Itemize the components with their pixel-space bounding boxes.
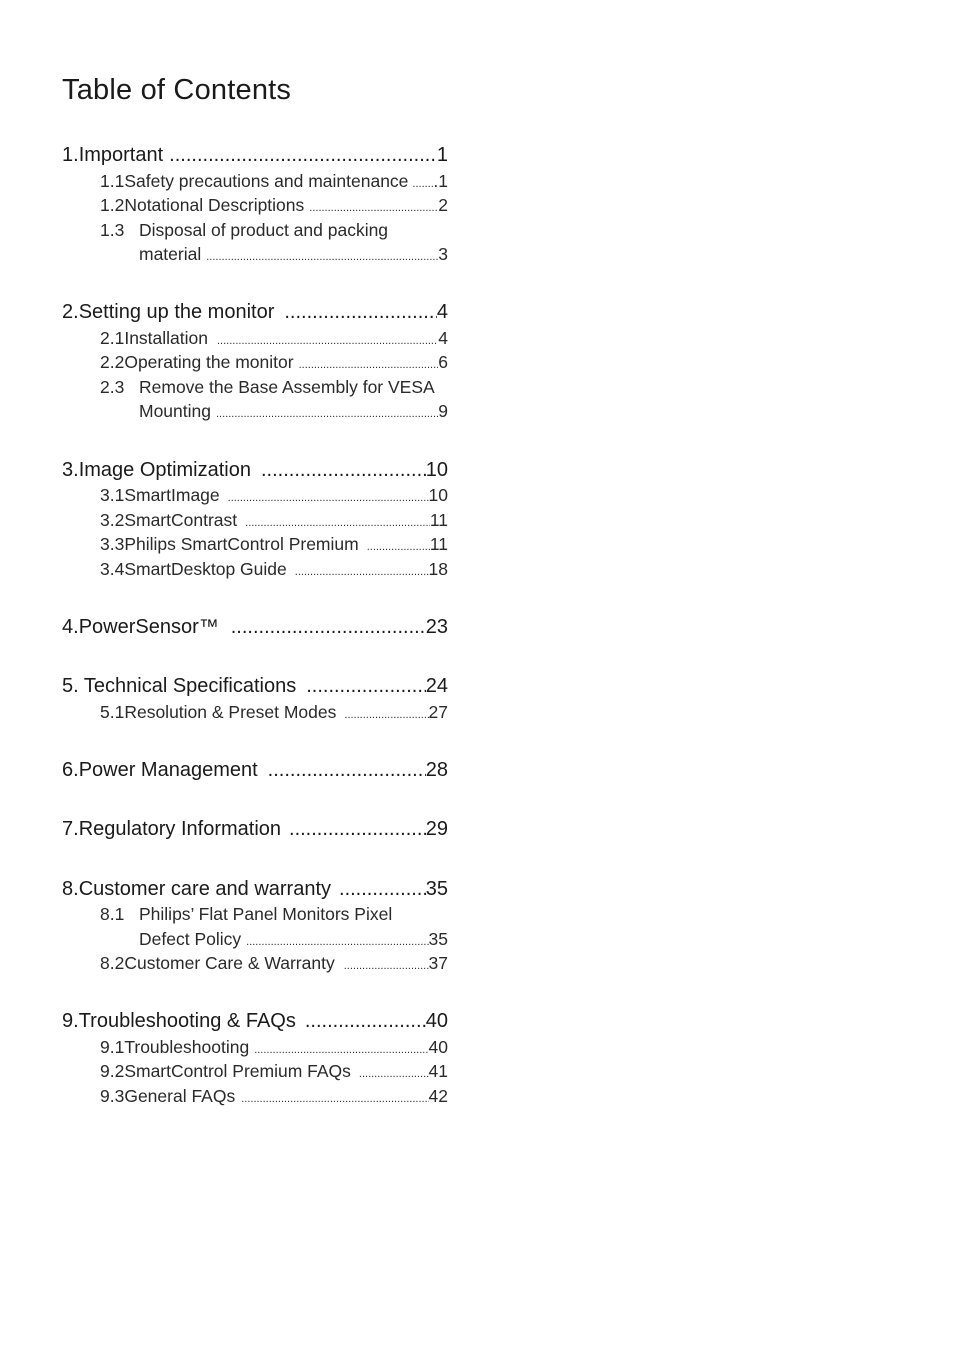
dot-leader xyxy=(219,616,426,639)
toc-subsection-9-3[interactable] xyxy=(62,1086,448,1111)
toc-subsection-2-3[interactable] xyxy=(62,377,448,402)
page-number: 42 xyxy=(428,1086,448,1106)
dot-leader xyxy=(208,335,438,347)
toc-subsection-9-1[interactable] xyxy=(62,1037,448,1062)
page-number: 37 xyxy=(428,953,448,973)
page-number: 40 xyxy=(428,1037,448,1057)
section-number: 9. xyxy=(62,1010,79,1032)
section-title: Customer care and warranty xyxy=(78,878,332,900)
toc-subsection-1-2[interactable] xyxy=(62,195,448,220)
subsection-title: Philips SmartControl Premium xyxy=(124,534,359,554)
page-number: 18 xyxy=(428,559,448,579)
toc-subsection-2-3-cont[interactable] xyxy=(62,401,448,426)
page-number: 11 xyxy=(429,534,448,554)
subsection-title: SmartImage xyxy=(124,485,220,505)
subsection-title-continued: Mounting xyxy=(139,401,211,421)
dot-leader xyxy=(296,675,426,698)
dot-leader xyxy=(220,492,429,504)
subsection-number: 8.1 xyxy=(100,904,125,924)
section-title: PowerSensor™ xyxy=(78,616,219,638)
dot-leader xyxy=(211,408,438,420)
toc-subsection-8-2[interactable] xyxy=(62,953,448,978)
toc-section-9[interactable] xyxy=(62,1010,448,1038)
dot-leader xyxy=(235,1093,428,1105)
toc-subsection-2-1[interactable] xyxy=(62,328,448,353)
toc-subsection-3-4[interactable] xyxy=(62,559,448,584)
toc-section-5[interactable] xyxy=(62,675,448,703)
subsection-number: 3.2 xyxy=(100,510,125,530)
toc-subsection-8-1[interactable] xyxy=(62,904,448,929)
toc-subsection-5-1[interactable] xyxy=(62,702,448,727)
subsection-title: Disposal of product and packing xyxy=(139,220,389,240)
section-number: 3. xyxy=(62,459,79,481)
toc-section-7[interactable] xyxy=(62,818,448,846)
page-number: 40 xyxy=(425,1010,448,1032)
page-title: Table of Contents xyxy=(62,74,292,106)
dot-leader xyxy=(351,1068,429,1080)
section-title: Setting up the monitor xyxy=(78,301,275,323)
page-number: 6 xyxy=(438,352,448,372)
subsection-number: 1.1 xyxy=(100,171,125,191)
dot-leader xyxy=(294,359,439,371)
page-number: 11 xyxy=(429,510,448,530)
subsection-number: 9.2 xyxy=(100,1061,125,1081)
subsection-title: Troubleshooting xyxy=(124,1037,250,1057)
subsection-number: 3.1 xyxy=(100,485,125,505)
subsection-title: SmartControl Premium FAQs xyxy=(124,1061,351,1081)
subsection-title-continued: Defect Policy xyxy=(139,929,242,949)
page-number: 9 xyxy=(438,401,448,421)
subsection-number: 1.2 xyxy=(100,195,125,215)
toc-subsection-3-3[interactable] xyxy=(62,534,448,559)
toc-subsection-1-3-cont[interactable] xyxy=(62,244,448,269)
page-number: 28 xyxy=(425,759,448,781)
page-number: 3 xyxy=(438,244,448,264)
dot-leader xyxy=(241,936,428,948)
toc-section-4[interactable] xyxy=(62,616,448,644)
section-title: Important xyxy=(78,144,164,166)
section-title: Regulatory Information xyxy=(78,818,282,840)
page-number: 10 xyxy=(425,459,448,481)
subsection-title: General FAQs xyxy=(124,1086,236,1106)
section-title: Technical Specifications xyxy=(78,675,297,697)
dot-leader xyxy=(296,1010,426,1033)
subsection-title: Resolution & Preset Modes xyxy=(124,702,337,722)
dot-leader xyxy=(359,541,430,553)
section-number: 4. xyxy=(62,616,79,638)
subsection-number: 8.2 xyxy=(100,953,125,973)
page-number: 1 xyxy=(436,144,448,166)
dot-leader xyxy=(287,566,429,578)
subsection-number: 1.3 xyxy=(100,220,125,240)
subsection-title: Philips’ Flat Panel Monitors Pixel xyxy=(139,904,393,924)
dot-leader xyxy=(274,301,437,324)
page-number: 35 xyxy=(425,878,448,900)
subsection-number: 3.3 xyxy=(100,534,125,554)
page-number: 27 xyxy=(428,702,448,722)
subsection-number: 9.1 xyxy=(100,1037,125,1057)
toc-subsection-2-2[interactable] xyxy=(62,352,448,377)
dot-leader xyxy=(281,818,426,841)
page-number: 4 xyxy=(438,328,448,348)
page-number: 29 xyxy=(425,818,448,840)
page-number: 23 xyxy=(425,616,448,638)
dot-leader xyxy=(201,251,438,263)
dot-leader xyxy=(336,709,428,721)
toc-subsection-8-1-cont[interactable] xyxy=(62,929,448,954)
toc-subsection-9-2[interactable] xyxy=(62,1061,448,1086)
section-number: 1. xyxy=(62,144,79,166)
subsection-title: Notational Descriptions xyxy=(124,195,305,215)
dot-leader xyxy=(408,178,433,190)
subsection-title-continued: material xyxy=(139,244,202,264)
toc-subsection-3-1[interactable] xyxy=(62,485,448,510)
dot-leader xyxy=(335,960,429,972)
dot-leader xyxy=(237,517,430,529)
toc-section-2[interactable] xyxy=(62,301,448,329)
section-number: 6. xyxy=(62,759,79,781)
subsection-title: Installation xyxy=(124,328,208,348)
section-number: 5. xyxy=(62,675,79,697)
dot-leader xyxy=(258,759,426,782)
subsection-title: Remove the Base Assembly for VESA xyxy=(139,377,435,397)
subsection-number: 2.1 xyxy=(100,328,125,348)
toc-subsection-3-2[interactable] xyxy=(62,510,448,535)
page-number: 2 xyxy=(438,195,448,215)
toc-subsection-1-1[interactable] xyxy=(62,171,448,196)
dot-leader xyxy=(163,144,437,167)
page-number: .1 xyxy=(433,171,448,191)
section-number: 2. xyxy=(62,301,79,323)
subsection-title: Safety precautions and maintenance xyxy=(124,171,409,191)
page-number: 24 xyxy=(425,675,448,697)
subsection-number: 5.1 xyxy=(100,702,125,722)
toc-section-8[interactable] xyxy=(62,878,448,906)
section-title: Image Optimization xyxy=(78,459,251,481)
dot-leader xyxy=(304,202,438,214)
subsection-number: 2.2 xyxy=(100,352,125,372)
toc-section-6[interactable] xyxy=(62,759,448,787)
dot-leader xyxy=(249,1044,428,1056)
section-title: Troubleshooting & FAQs xyxy=(78,1010,296,1032)
section-number: 8. xyxy=(62,878,79,900)
dot-leader xyxy=(251,459,426,482)
page-number: 41 xyxy=(428,1061,448,1081)
page-number: 10 xyxy=(428,485,448,505)
toc-section-1[interactable] xyxy=(62,144,448,172)
section-title: Power Management xyxy=(78,759,258,781)
subsection-title: SmartContrast xyxy=(124,510,238,530)
subsection-number: 2.3 xyxy=(100,377,125,397)
subsection-number: 9.3 xyxy=(100,1086,125,1106)
toc-subsection-1-3[interactable] xyxy=(62,220,448,245)
subsection-number: 3.4 xyxy=(100,559,125,579)
page-number: 35 xyxy=(428,929,448,949)
subsection-title: Operating the monitor xyxy=(124,352,294,372)
subsection-title: Customer Care & Warranty xyxy=(124,953,335,973)
page-number: 4 xyxy=(436,301,448,323)
toc-section-3[interactable] xyxy=(62,459,448,487)
subsection-title: SmartDesktop Guide xyxy=(124,559,287,579)
dot-leader xyxy=(331,878,426,901)
section-number: 7. xyxy=(62,818,79,840)
